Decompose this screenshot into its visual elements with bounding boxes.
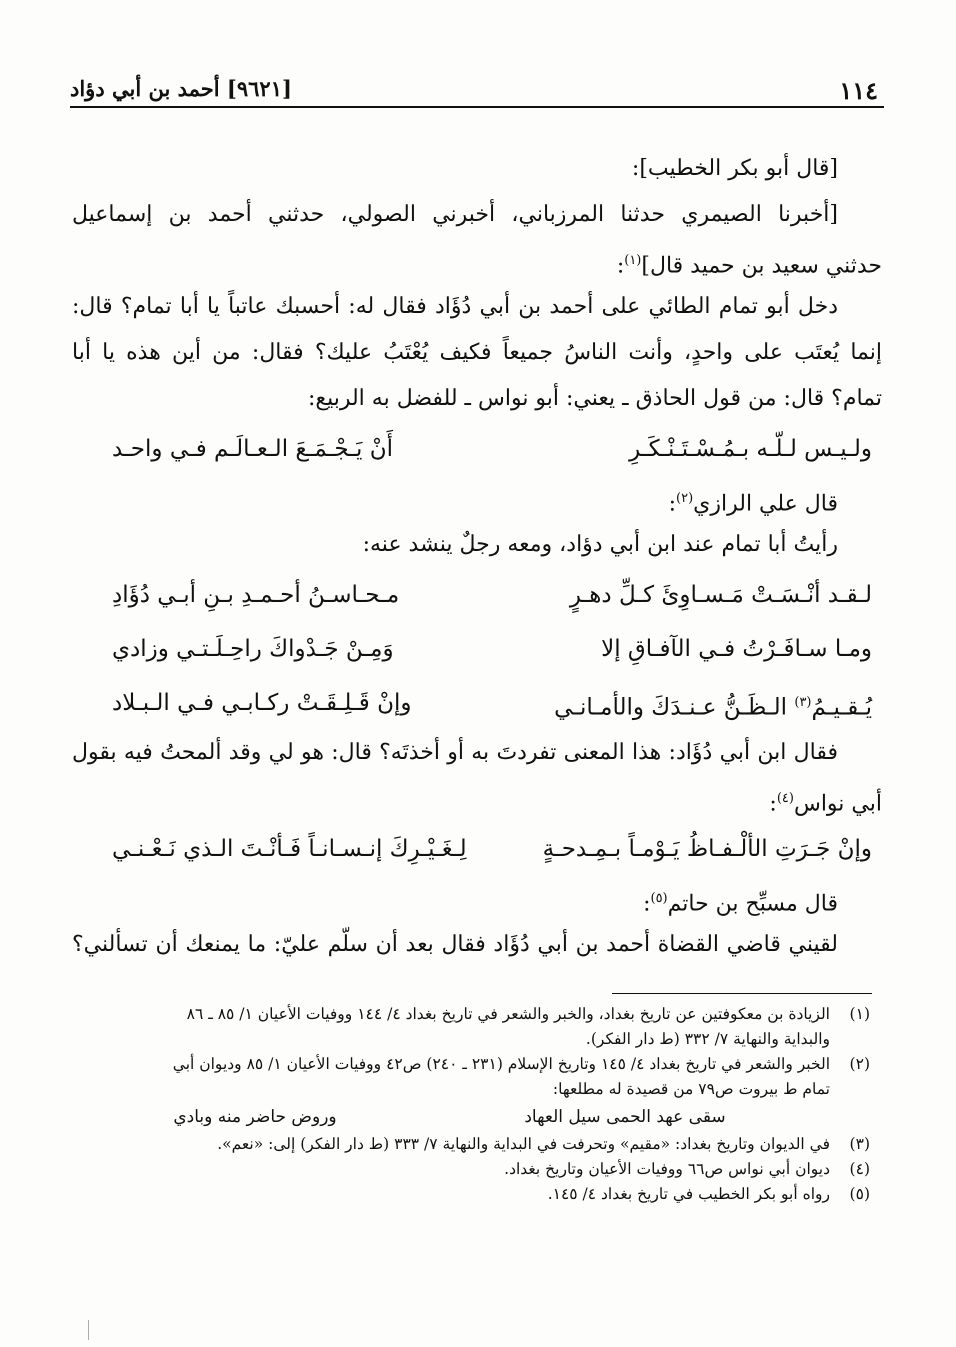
page-number: ١١٤ xyxy=(839,76,878,105)
verse-hemistich: ومـا سـافَـرْتُ فـي الآفـاقِ إلا xyxy=(601,636,872,662)
verse-hemistich xyxy=(492,676,882,730)
footnotes xyxy=(70,1002,870,1207)
footnote-line: الزيادة بن معكوفتين عن تاريخ بغداد، والخبر والشعر في تاريخ بغداد ٤/ ١٤٤ ووفيات الأعيان ١/ ٨٥ ـ ٨٦ xyxy=(186,1005,830,1023)
verse-hemistich: مـحـاسـنُ أحـمـدِ بـنِ أبـي دُؤَادِ xyxy=(112,582,400,608)
running-title: [٩٦٢١] أحمد بن أبي دؤاد xyxy=(70,76,292,101)
footnote-text xyxy=(70,1002,830,1052)
text-span: قال علي الرازي xyxy=(693,491,838,517)
paragraph-line: إنما يُعتَب على واحدٍ، وأنت الناسُ جميعاً فكيف يُعْتَبُ عليك؟ فقال: من أين هذه يا أبا xyxy=(72,340,882,365)
verse-hemistich: وإنْ جَـرَتِ الألْـفـاظُ يَـوْمـاً بـمِـدحـةٍ xyxy=(542,836,872,862)
paragraph-line xyxy=(72,876,882,922)
footnote-ref: (٢) xyxy=(676,491,694,506)
paragraph-line xyxy=(72,776,882,822)
paragraph-line: دخل أبو تمام الطائي على أحمد بن أبي دُؤَاد فقال له: أحسبك عاتباً يا أبا تمام؟ قال: xyxy=(72,294,838,319)
paragraph-line xyxy=(72,476,882,522)
footnote-line: ديوان أبي نواس ص٦٦ ووفيات الأعيان وتاريخ بغداد. xyxy=(504,1160,830,1178)
paragraph-line: [قال أبو بكر الخطيب]: xyxy=(631,156,838,181)
text-span: : xyxy=(668,491,676,517)
footnote-number: (٣) xyxy=(849,1135,870,1153)
paragraph-line xyxy=(72,238,882,284)
text-span: : xyxy=(769,791,777,817)
footnote xyxy=(70,1132,870,1157)
text-span: : xyxy=(616,253,625,279)
text-span: : xyxy=(643,891,651,917)
paragraph-line: رأيتُ أبا تمام عند ابن أبي دؤاد، ومعه رجلٌ ينشد عنه: xyxy=(362,532,838,557)
scan-margin-mark xyxy=(88,1320,89,1340)
footnote-text xyxy=(70,1052,830,1102)
paragraph-line: فقال ابن أبي دُؤَاد: هذا المعنى تفردتَ به أو أخذتَه؟ قال: هو لي وقد ألمحتُ فيه بقول xyxy=(72,740,838,765)
text-span: الـظَـنُّ عـنـدَكَ والأمـانـي xyxy=(554,694,795,721)
verse-hemistich: لـقـد أنْـسَـتْ مَـسـاوِئَ كـلِّ دهـرٍ xyxy=(569,582,872,608)
paragraph-line: تمام؟ قال: من قول الحاذق ـ يعني: أبو نواس ـ للفضل به الربيع: xyxy=(307,386,882,411)
footnote xyxy=(70,1052,870,1102)
footnote-ref: (٣) xyxy=(794,695,812,710)
footnote-verse xyxy=(70,1102,870,1132)
footnote-ref: (٥) xyxy=(650,891,668,906)
footnote-number: (٤) xyxy=(849,1160,870,1178)
text-span: يُـقـيـمُ xyxy=(811,694,872,721)
verse-hemistich: وَمِـنْ جَـدْواكَ راحِـلَـتـي وزادي xyxy=(112,636,394,662)
verse-hemistich: ولـيـس لـلّـه بـمُـسْـتَـنْـكَـرِ xyxy=(629,436,872,462)
verse-hemistich: لِـغَـيْـرِكَ إنـسـانـاً فَـأنْـتَ الـذي نَـعْـنـي xyxy=(112,836,467,862)
page-header xyxy=(70,72,884,108)
footnote-number: (١) xyxy=(849,1005,870,1023)
footnote xyxy=(70,1157,870,1182)
footnote-line: والبداية والنهاية ٧/ ٣٣٢ (ط دار الفكر). xyxy=(585,1030,830,1048)
text-span: حدثني سعيد بن حميد قال] xyxy=(641,253,882,279)
footnote xyxy=(70,1182,870,1207)
footnote-text xyxy=(70,1157,830,1182)
verse-line xyxy=(72,422,882,476)
footnote-number: (٢) xyxy=(849,1055,870,1073)
text-span: قال مسبِّح بن حاتم xyxy=(667,891,838,917)
footnote-line: في الديوان وتاريخ بغداد: «مقيم» وتحرفت في البداية والنهاية ٧/ ٣٣٣ (ط دار الفكر) إلى: «نعم». xyxy=(217,1135,830,1153)
footnote-line: تمام ط بيروت ص٧٩ من قصيدة له مطلعها: xyxy=(552,1080,830,1098)
footnote-text xyxy=(70,1182,830,1207)
verse-hemistich: سقى عهد الحمى سيل العهاد xyxy=(524,1107,726,1127)
verse-hemistich: وإنْ قَـلِـقَـتْ ركـابـي فـي الـبـلاد xyxy=(112,690,412,716)
main-text xyxy=(72,146,882,968)
verse-line xyxy=(72,568,882,622)
verse-hemistich: وروض حاضر منه وبادي xyxy=(173,1107,337,1127)
footnote-ref: (٤) xyxy=(776,791,794,806)
footnote xyxy=(70,1002,870,1052)
verse-hemistich: أَنْ يَـجْـمَـعَ الـعـالَـم فـي واحـد xyxy=(112,436,393,462)
verse-line xyxy=(72,676,882,730)
paragraph-line: [أخبرنا الصيمري حدثنا المرزباني، أخبرني الصولي، حدثني أحمد بن إسماعيل xyxy=(72,202,838,227)
text-span: أبي نواس xyxy=(793,791,882,817)
verse-line xyxy=(72,822,882,876)
footnote-line: رواه أبو بكر الخطيب في تاريخ بغداد ٤/ ١٤٥. xyxy=(547,1185,830,1203)
footnote-line: الخبر والشعر في تاريخ بغداد ٤/ ١٤٥ وتاريخ الإسلام (٢٣١ ـ ٢٤٠) ص٤٢ ووفيات الأعيان ١/ ٨٥ وديوان أبي xyxy=(172,1055,830,1073)
footnote-text xyxy=(70,1132,830,1157)
footnote-number: (٥) xyxy=(849,1185,870,1203)
verse-line xyxy=(72,622,882,676)
footnote-separator xyxy=(612,993,872,994)
paragraph-line: لقيني قاضي القضاة أحمد بن أبي دُؤَاد فقال بعد أن سلّم عليّ: ما يمنعك أن تسألني؟ xyxy=(72,932,838,957)
footnote-ref: (١) xyxy=(624,253,642,268)
